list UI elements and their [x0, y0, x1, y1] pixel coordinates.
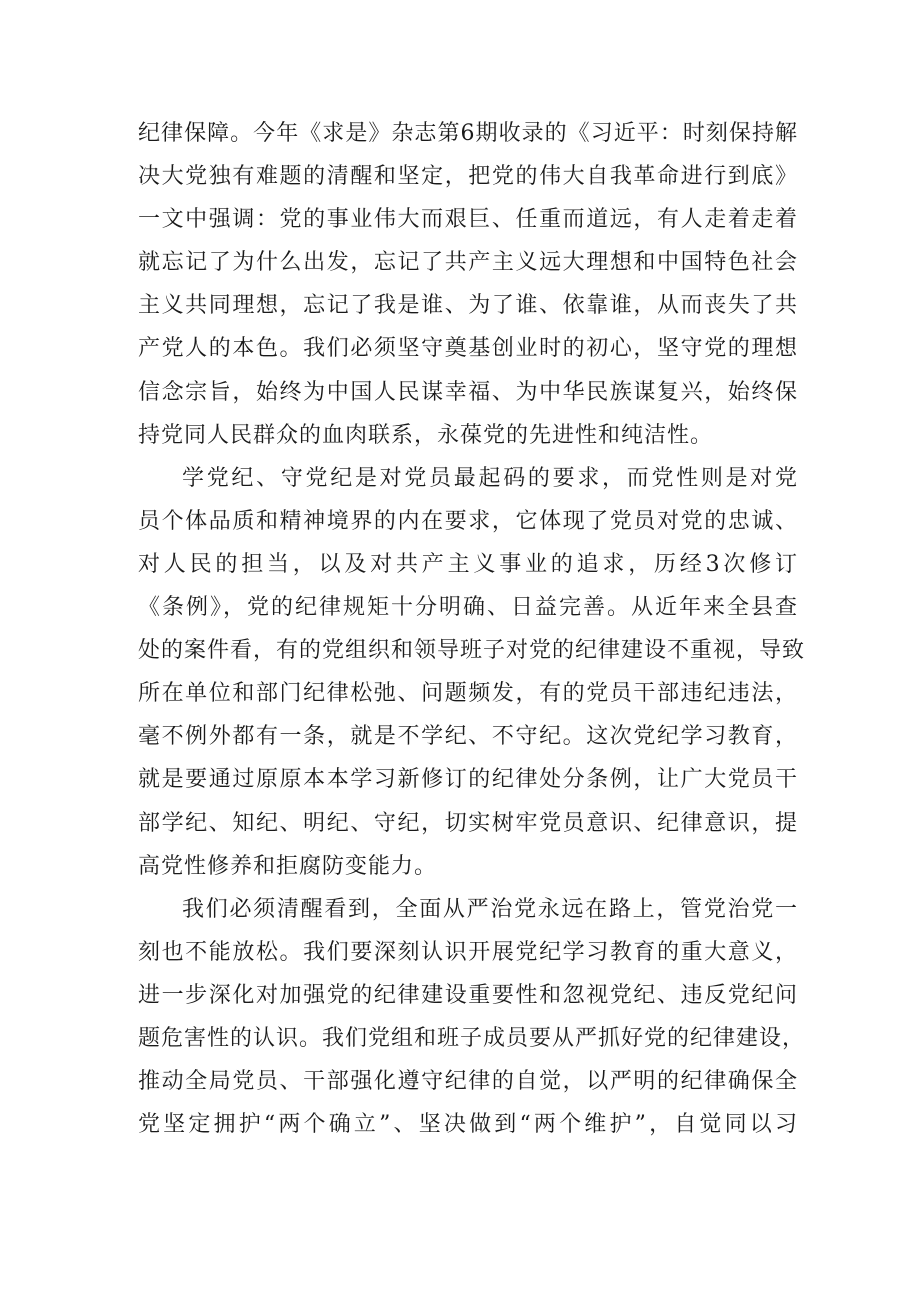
- paragraph-2-line-1: 学党纪、守党纪是对党员最起码的要求，而党性则是对党: [182, 465, 798, 491]
- paragraph-1-line-3: 一文中强调：党的事业伟大而艰巨、任重而道远，有人走着走着: [138, 207, 798, 233]
- document-body: [138, 112, 806, 1146]
- paragraph-3-line-4: 题危害性的认识。我们党组和班子成员要从严抓好党的纪律建设，: [138, 1025, 806, 1051]
- paragraph-2-line-10: 高党性修养和拒腐防变能力。: [138, 853, 438, 879]
- paragraph-2-line-4: 《条例》，党的纪律规矩十分明确、日益完善。从近年来全县查: [138, 595, 798, 621]
- paragraph-3-line-6: 党坚定拥护“两个确立”、坚决做到“两个维护”，自觉同以习: [138, 1112, 798, 1138]
- paragraph-2-line-7: 毫不例外都有一条，就是不学纪、不守纪。这次党纪学习教育，: [138, 724, 798, 750]
- paragraph-1-line-1: 纪律保障。今年《求是》杂志第6期收录的《习近平：时刻保持解: [138, 121, 798, 146]
- paragraph-2-line-2: 员个体品质和精神境界的内在要求，它体现了党员对党的忠诚、: [138, 508, 798, 534]
- paragraph-2-line-8: 就是要通过原原本本学习新修订的纪律处分条例，让广大党员干: [138, 767, 798, 793]
- paragraph-1-line-6: 产党人的本色。我们必须坚守奠基创业时的初心，坚守党的理想: [138, 336, 798, 362]
- paragraph-3-line-1: 我们必须清醒看到，全面从严治党永远在路上，管党治党一: [182, 896, 798, 922]
- paragraph-1-line-7: 信念宗旨，始终为中国人民谋幸福、为中华民族谋复兴，始终保: [138, 379, 798, 405]
- paragraph-2-line-9: 部学纪、知纪、明纪、守纪，切实树牢党员意识、纪律意识，提: [138, 810, 798, 836]
- paragraph-3-line-2: 刻也不能放松。我们要深刻认识开展党纪学习教育的重大意义，: [138, 939, 798, 965]
- paragraph-1-line-8: 持党同人民群众的血肉联系，永葆党的先进性和纯洁性。: [138, 422, 714, 448]
- paragraph-3-line-5: 推动全局党员、干部强化遵守纪律的自觉，以严明的纪律确保全: [138, 1069, 798, 1095]
- paragraph-3-line-3: 进一步深化对加强党的纪律建设重要性和忽视党纪、违反党纪问: [138, 982, 798, 1008]
- paragraph-2-line-5: 处的案件看，有的党组织和领导班子对党的纪律建设不重视，导致: [138, 638, 806, 664]
- paragraph-1-line-5: 主义共同理想，忘记了我是谁、为了谁、依靠谁，从而丧失了共: [138, 293, 798, 319]
- paragraph-2-line-3: 对人民的担当，以及对共产主义事业的追求，历经3次修订: [138, 551, 798, 577]
- paragraph-1-line-2: 决大党独有难题的清醒和坚定，把党的伟大自我革命进行到底》: [138, 164, 798, 190]
- paragraph-2-line-6: 所在单位和部门纪律松弛、问题频发，有的党员干部违纪违法，: [138, 681, 798, 707]
- paragraph-1-line-4: 就忘记了为什么出发，忘记了共产主义远大理想和中国特色社会: [138, 250, 798, 276]
